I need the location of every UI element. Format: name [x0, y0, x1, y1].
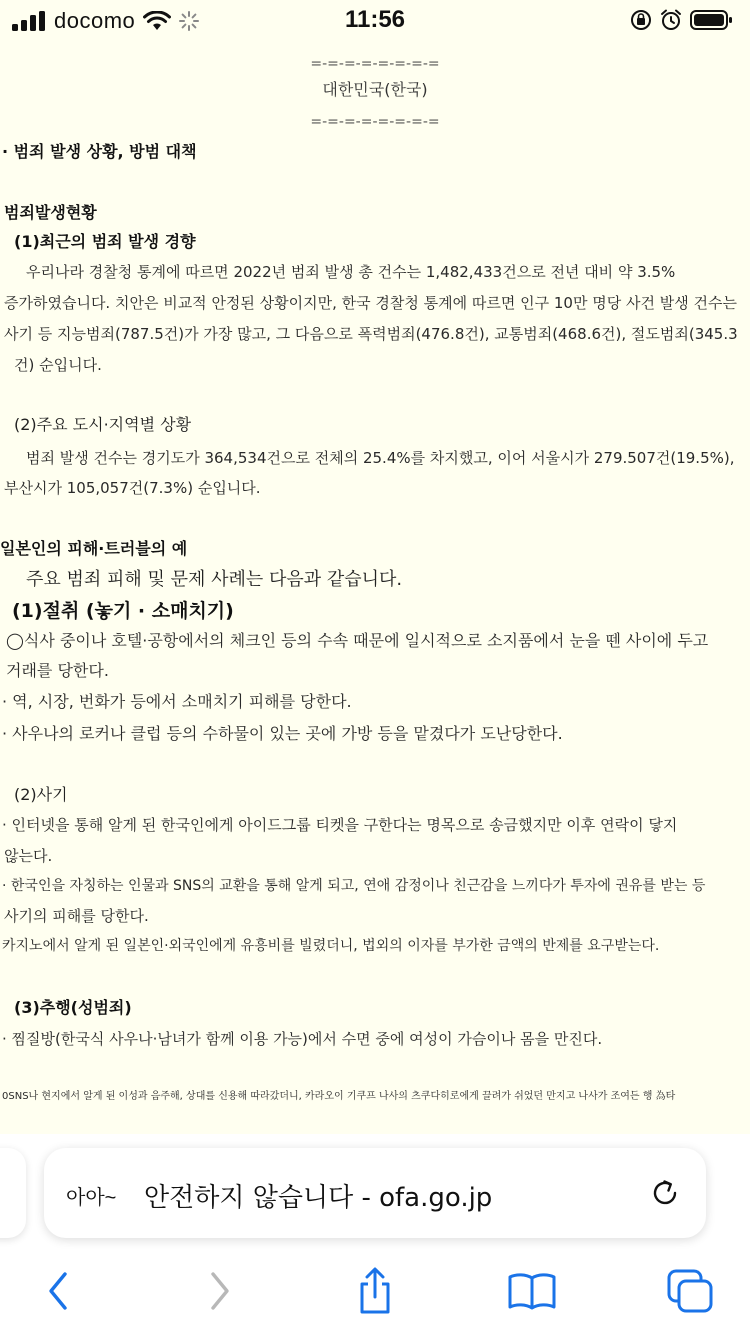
- tabs-button[interactable]: [665, 1266, 715, 1316]
- reload-icon[interactable]: [648, 1176, 682, 1210]
- status-time: 11:56: [344, 6, 406, 33]
- status-right: [630, 9, 734, 31]
- forward-button[interactable]: [195, 1266, 245, 1316]
- sub2-line: 부산시가 105,057건(7.3%) 순입니다.: [4, 479, 261, 497]
- country-title: 대한민국(한국): [322, 80, 428, 99]
- sub1-heading: (1)최근의 범죄 발생 경향: [14, 232, 196, 251]
- fraud-heading: (2)사기: [14, 785, 68, 804]
- fraud-line: · 인터넷을 통해 알게 된 한국인에게 아이드그룹 티켓을 구한다는 명목으로 송금했지만 이후 연락이 닿지: [2, 816, 678, 834]
- theft-line: ◯식사 중이나 호텔·공항에서의 체크인 등의 수속 때문에 일시적으로 소지품에서 눈을 뗀 사이에 두고: [6, 631, 709, 650]
- bookmarks-icon: [507, 1271, 557, 1311]
- previous-tab-card[interactable]: [0, 1148, 26, 1238]
- assault-heading: (3)추행(성범죄): [14, 998, 132, 1017]
- victim-intro: 주요 범죄 피해 및 문제 사례는 다음과 같습니다.: [26, 569, 403, 590]
- carrier-name: docomo: [54, 8, 136, 33]
- sub1-line: 사기 등 지능범죄(787.5건)가 가장 많고, 그 다음으로 폭력범죄(476.8건), 교통범죄(468.6건), 절도범죄(345.3: [4, 325, 738, 343]
- battery-icon: [690, 9, 734, 31]
- url-text[interactable]: 안전하지 않습니다 - ofa.go.jp: [144, 1183, 493, 1213]
- assault-line: 0SNS나 현지에서 알게 된 이성과 음주해, 상대를 신용해 따라갔더니, 카라오이 기쿠프 나사의 츠쿠다히로에게 끌려가 쉬었던 만지고 나사가 조여든 행 為타: [2, 1091, 676, 1102]
- crime-status-heading: 범죄발생현황: [4, 203, 97, 222]
- fraud-line: 않는다.: [4, 847, 53, 865]
- forward-icon: [205, 1270, 235, 1312]
- sub2-heading: (2)주요 도시·지역별 상황: [14, 415, 192, 434]
- share-icon: [355, 1266, 395, 1316]
- sub1-line: 증가하였습니다. 치안은 비교적 안정된 상황이지만, 한국 경찰청 통계에 따르면 인구 10만 명당 사건 발생 건수는: [4, 294, 737, 312]
- address-bar[interactable]: [44, 1148, 706, 1238]
- status-bar: [0, 0, 750, 44]
- bookmarks-button[interactable]: [507, 1266, 557, 1316]
- fraud-line: 사기의 피해를 당한다.: [4, 907, 149, 925]
- tabs-icon: [666, 1268, 714, 1314]
- theft-line: · 역, 시장, 번화가 등에서 소매치기 피해를 당한다.: [2, 692, 352, 711]
- orientation-lock-icon: [630, 9, 652, 31]
- divider-bottom: =-=-=-=-=-=-=-=: [310, 114, 440, 130]
- theft-heading: (1)절취 (놓기 · 소매치기): [12, 600, 234, 622]
- assault-line: · 찜질방(한국식 사우나·남녀가 함께 이용 가능)에서 수면 중에 여성이 가슴이나 몸을 만진다.: [2, 1030, 603, 1048]
- share-button[interactable]: [350, 1266, 400, 1316]
- alarm-icon: [660, 9, 682, 31]
- sub2-line: 범죄 발생 건수는 경기도가 364,534건으로 전체의 25.4%를 차지했고, 이어 서울시가 279.507건(19.5%),: [26, 449, 735, 467]
- browser-toolbar: [0, 1258, 750, 1324]
- victim-heading: 일본인의 피해·트러블의 예: [0, 539, 188, 558]
- back-button[interactable]: [33, 1266, 83, 1316]
- section-heading: · 범죄 발생 상황, 방범 대책: [2, 142, 197, 161]
- sub1-line: 건) 순입니다.: [14, 356, 102, 374]
- theft-line: · 사우나의 로커나 클럽 등의 수하물이 있는 곳에 가방 등을 맡겼다가 도난당한다.: [2, 724, 563, 743]
- document-content: [0, 44, 750, 1134]
- divider-top: =-=-=-=-=-=-=-=: [310, 56, 440, 72]
- fraud-line: · 한국인을 자칭하는 인물과 SNS의 교환을 통해 알게 되고, 연애 감정이나 친근감을 느끼다가 투자에 권유를 받는 등: [2, 878, 706, 894]
- fraud-line: 카지노에서 알게 된 일본인·외국인에게 유흥비를 빌렸더니, 법외의 이자를 부가한 금액의 반제를 요구받는다.: [2, 938, 660, 954]
- page-settings-button[interactable]: 아아~: [66, 1187, 117, 1209]
- back-icon: [43, 1270, 73, 1312]
- sub1-line: 우리나라 경찰청 통계에 따르면 2022년 범죄 발생 총 건수는 1,482,433건으로 전년 대비 약 3.5%: [26, 263, 676, 281]
- theft-line: 거래를 당한다.: [6, 661, 109, 680]
